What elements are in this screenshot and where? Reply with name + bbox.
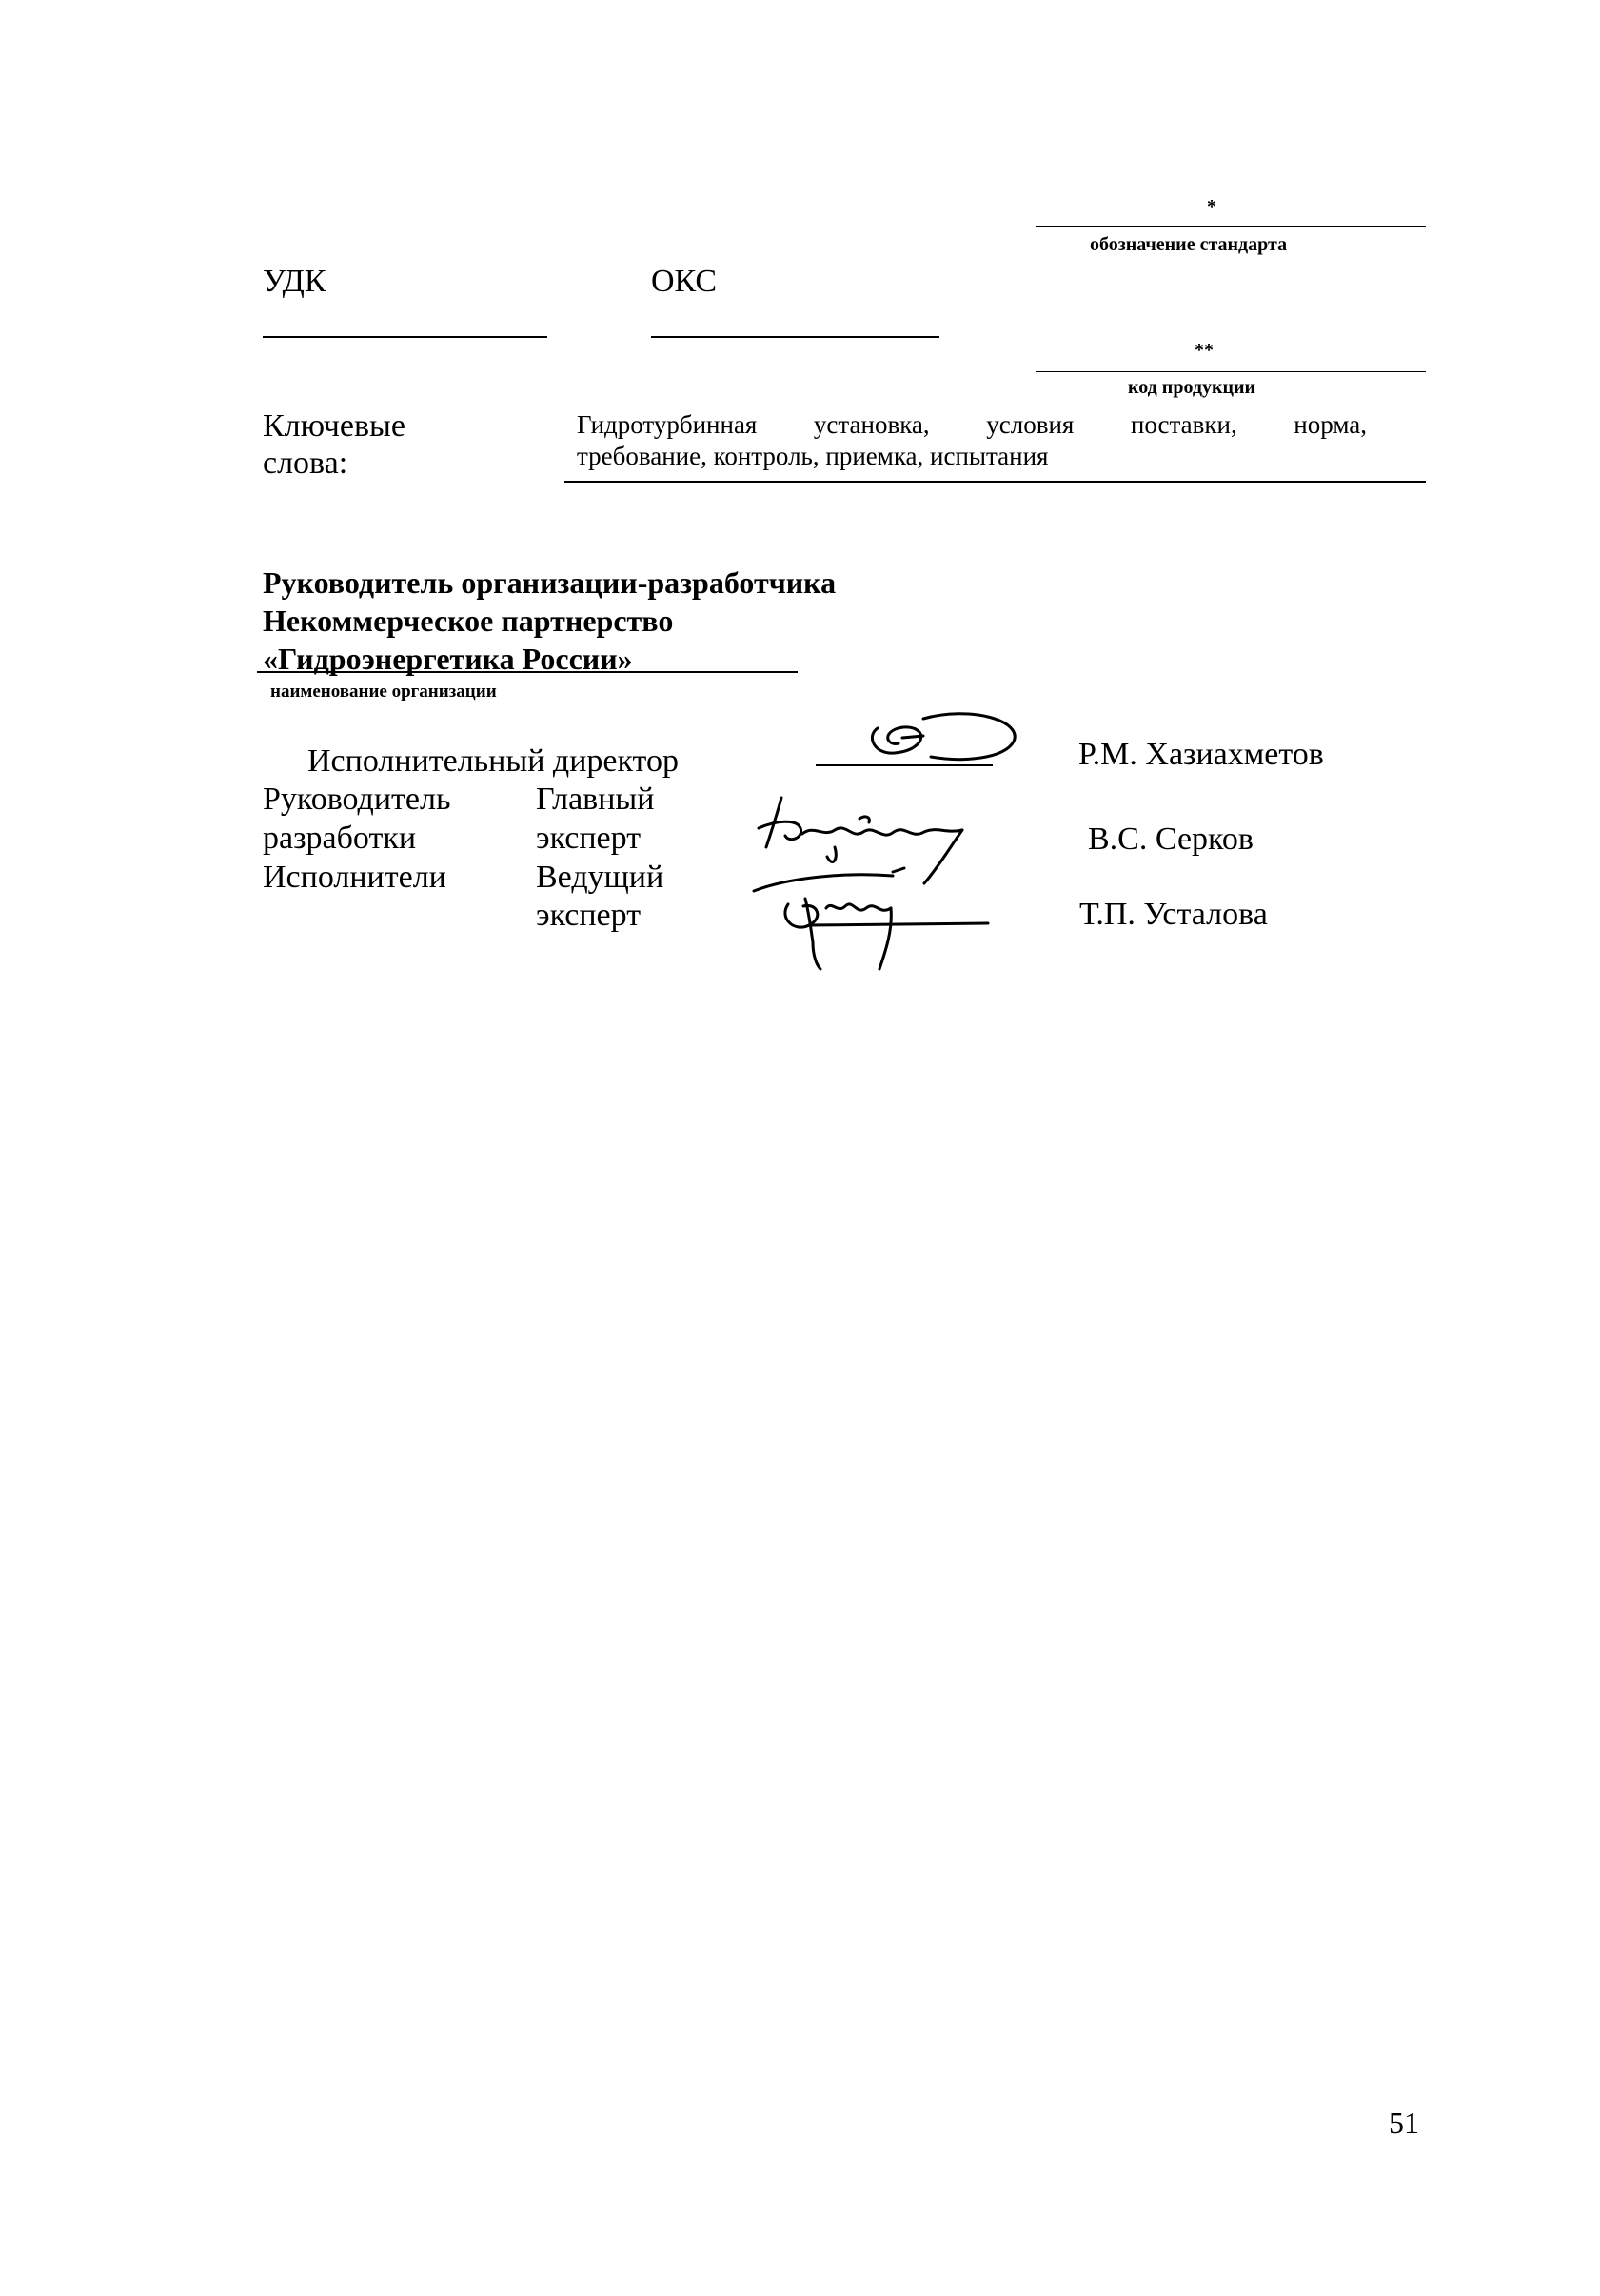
org-line2: Некоммерческое партнерство — [263, 604, 674, 638]
keywords-label-line1: Ключевые — [263, 408, 405, 444]
pos-chief-line1: Главный — [536, 782, 655, 817]
pos-leading-line1: Ведущий — [536, 859, 664, 895]
lead-name: В.С. Серков — [1088, 821, 1254, 857]
director-name: Р.М. Хазиахметов — [1078, 737, 1324, 772]
keyword-3: условия — [986, 410, 1075, 439]
product-mark: ** — [1195, 340, 1214, 361]
signature-director — [857, 700, 1047, 766]
page-number: 51 — [1389, 2106, 1419, 2140]
standard-line — [1036, 226, 1426, 227]
keywords-label — [263, 407, 405, 482]
organization-block — [263, 564, 836, 678]
role-lead-line1: Руководитель — [263, 782, 451, 817]
pos-leading-line2: эксперт — [536, 898, 642, 934]
org-line — [257, 671, 798, 673]
keywords-text-line1 — [577, 409, 1367, 441]
standard-mark: * — [1207, 196, 1216, 217]
udk-line — [263, 336, 547, 338]
role-lead-line2: разработки — [263, 820, 417, 856]
keywords-text-line2: требование, контроль, приемка, испытания — [577, 442, 1049, 470]
product-caption: код продукции — [1128, 377, 1256, 398]
org-caption: наименование организации — [270, 682, 497, 702]
position-column — [536, 781, 663, 936]
udk-label: УДК — [263, 264, 326, 299]
keywords-label-line2: слова: — [263, 445, 348, 482]
keyword-5: норма, — [1294, 410, 1367, 439]
oks-line — [651, 336, 939, 338]
keyword-4: поставки, — [1130, 410, 1237, 439]
role-performers: Исполнители — [263, 859, 446, 895]
performer-name: Т.П. Усталова — [1079, 897, 1268, 932]
role-column — [263, 781, 450, 897]
product-line — [1036, 371, 1426, 372]
keyword-1: Гидротурбинная — [577, 410, 758, 439]
oks-label: ОКС — [651, 264, 718, 299]
standard-caption: обозначение стандарта — [1090, 234, 1288, 255]
keywords-line — [564, 481, 1426, 483]
pos-chief-line2: эксперт — [536, 820, 642, 856]
director-position: Исполнительный директор — [307, 743, 679, 779]
signature-performer — [750, 857, 978, 980]
org-line1: Руководитель организации-разработчика — [263, 565, 837, 600]
keyword-2: установка, — [813, 410, 930, 439]
org-line3: «Гидроэнергетика России» — [263, 642, 633, 676]
